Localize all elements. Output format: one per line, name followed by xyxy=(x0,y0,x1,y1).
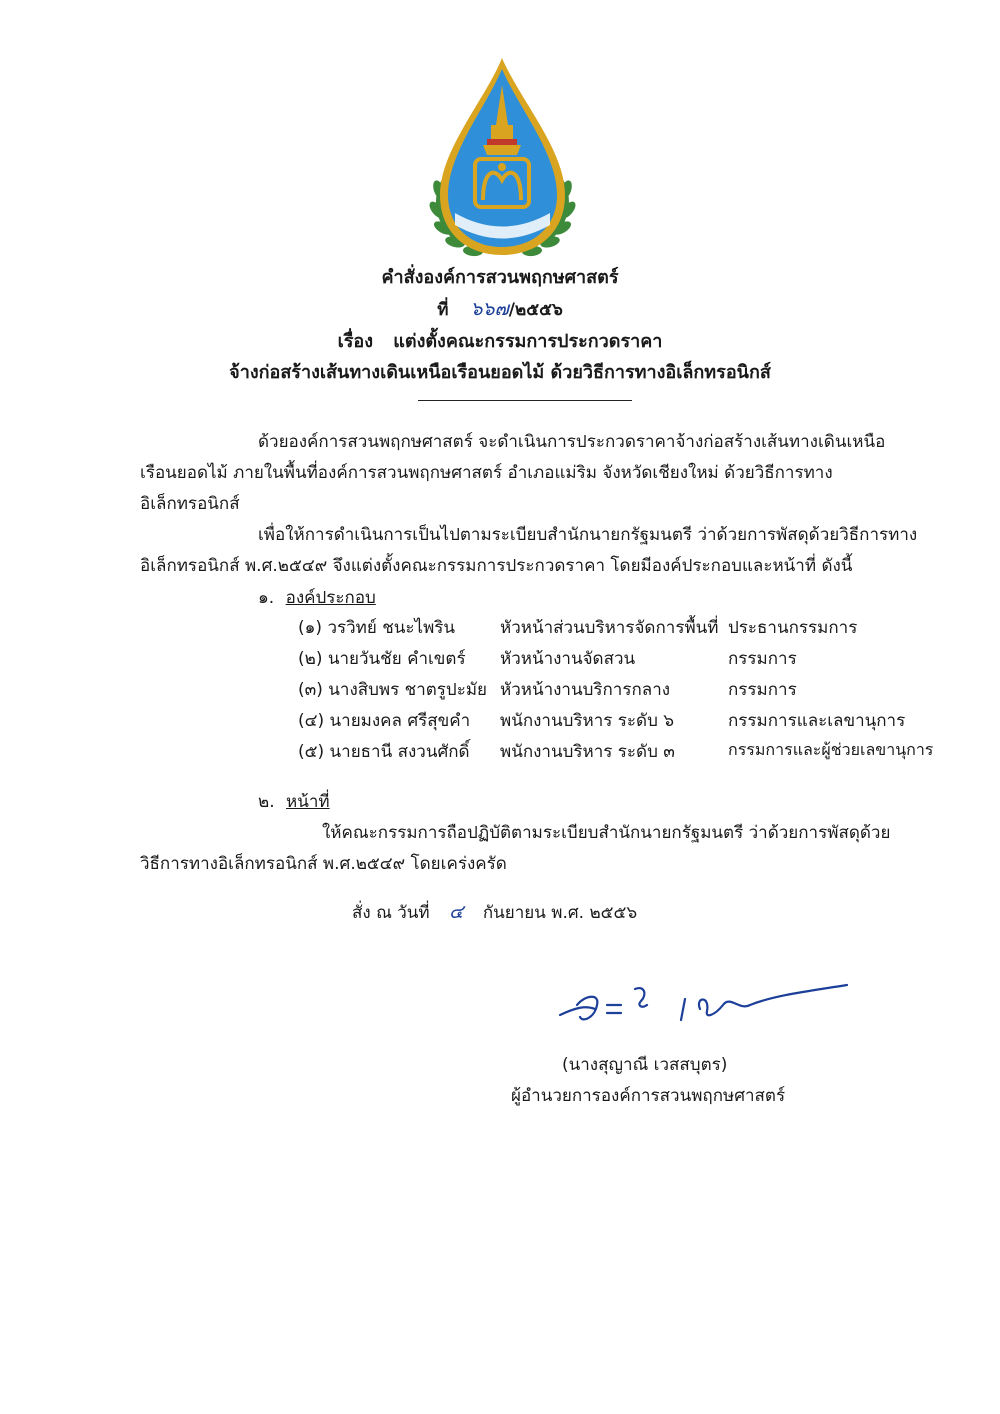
section2-number: ๒. xyxy=(258,792,275,812)
section1-heading xyxy=(258,584,376,611)
section2-heading xyxy=(258,788,330,815)
member-position: พนักงานบริหาร ระดับ ๖ xyxy=(500,711,675,731)
heading-divider xyxy=(418,400,632,401)
order-number-year: /๒๕๕๖ xyxy=(508,300,563,320)
member-position: พนักงานบริหาร ระดับ ๓ xyxy=(500,742,675,762)
order-date xyxy=(352,897,637,927)
section1-number: ๑. xyxy=(258,588,275,608)
section1-title: องค์ประกอบ xyxy=(285,588,376,608)
member-position: หัวหน้าส่วนบริหารจัดการพื้นที่ xyxy=(500,618,719,638)
paragraph1-line3: อิเล็กทรอนิกส์ xyxy=(140,494,240,514)
member-role: ประธานกรรมการ xyxy=(728,618,858,638)
member-role: กรรมการและเลขานุการ xyxy=(728,711,906,731)
order-number-handwritten: ๖๖๗ xyxy=(470,298,509,320)
paragraph2-line2: อิเล็กทรอนิกส์ พ.ศ.๒๕๔๙ จึงแต่งตั้งคณะกรรมการประกวดราคา โดยมีองค์ประกอบและหน้าที่ ดังนี้ xyxy=(140,556,853,576)
subject-label: เรื่อง xyxy=(337,331,373,352)
member-position: หัวหน้างานบริการกลาง xyxy=(500,680,671,700)
order-number-label: ที่ xyxy=(437,300,449,320)
signatory-name: (นางสุญาณี เวสสบุตร) xyxy=(562,1055,728,1075)
member-name: (๓) นางสิบพร ชาตรูปะมัย xyxy=(298,680,488,700)
member-name: (๕) นายธานี สงวนศักดิ์ xyxy=(298,742,470,762)
member-name: (๒) นายวันชัย คำเขตร์ xyxy=(298,649,466,669)
paragraph1-line1: ด้วยองค์การสวนพฤกษศาสตร์ จะดำเนินการประกวดราคาจ้างก่อสร้างเส้นทางเดินเหนือ xyxy=(258,432,886,452)
paragraph1-line2: เรือนยอดไม้ ภายในพื้นที่องค์การสวนพฤกษศาสตร์ อำเภอแม่ริม จังหวัดเชียงใหม่ ด้วยวิธีการทาง xyxy=(140,463,833,483)
subject-line2: จ้างก่อสร้างเส้นทางเดินเหนือเรือนยอดไม้ ด้วยวิธีการทางอิเล็กทรอนิกส์ xyxy=(229,362,771,383)
order-subject xyxy=(0,326,1000,355)
signatory-title: ผู้อำนวยการองค์การสวนพฤกษศาสตร์ xyxy=(511,1086,786,1106)
member-role: กรรมการ xyxy=(728,649,797,669)
member-name: (๑) วรวิทย์ ชนะไพริน xyxy=(298,618,456,638)
subject-line1: แต่งตั้งคณะกรรมการประกวดราคา xyxy=(393,331,663,352)
section2-title: หน้าที่ xyxy=(286,792,330,812)
order-number xyxy=(0,294,1000,324)
order-title: คำสั่งองค์การสวนพฤกษศาสตร์ xyxy=(381,267,619,288)
handwritten-signature-icon xyxy=(555,975,855,1045)
duty-line2: วิธีการทางอิเล็กทรอนิกส์ พ.ศ.๒๕๔๙ โดยเคร่งครัด xyxy=(140,854,507,874)
paragraph2-line1: เพื่อให้การดำเนินการเป็นไปตามระเบียบสำนักนายกรัฐมนตรี ว่าด้วยการพัสดุด้วยวิธีการทาง xyxy=(258,525,918,545)
organization-logo-icon xyxy=(425,55,580,260)
member-position: หัวหน้างานจัดสวน xyxy=(500,649,636,669)
date-day-handwritten: ๔ xyxy=(449,901,464,923)
member-role: กรรมการและผู้ช่วยเลขานุการ xyxy=(728,740,934,759)
member-role: กรรมการ xyxy=(728,680,797,700)
date-month-year: กันยายน พ.ศ. ๒๕๕๖ xyxy=(482,903,638,923)
duty-line1: ให้คณะกรรมการถือปฏิบัติตามระเบียบสำนักนายกรัฐมนตรี ว่าด้วยการพัสดุด้วย xyxy=(322,823,891,843)
member-name: (๔) นายมงคล ศรีสุขคำ xyxy=(298,711,471,731)
date-prefix: สั่ง ณ วันที่ xyxy=(352,903,430,923)
